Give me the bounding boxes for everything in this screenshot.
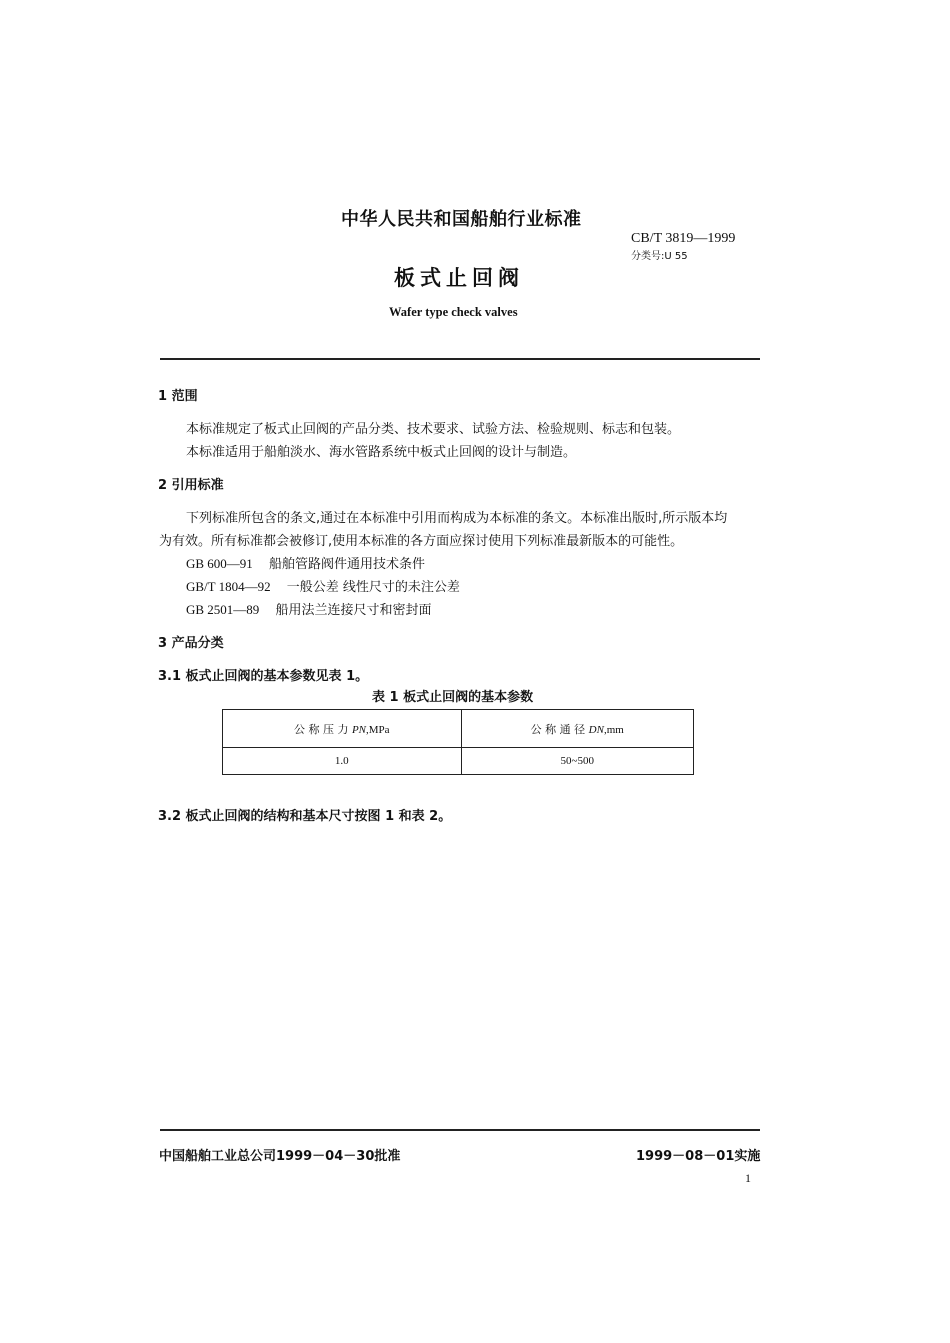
basic-parameters-table — [222, 709, 694, 775]
nominal-diameter-value: 50~500 — [461, 748, 694, 775]
header-nominal-diameter: 公 称 通 径 DN,mm — [461, 710, 694, 748]
section-1-heading: 1 范围 — [158, 389, 198, 404]
standard-number: CB/T 3819—1999 — [631, 231, 736, 246]
title-english: Wafer type check valves — [389, 305, 518, 319]
page-number: 1 — [745, 1171, 751, 1185]
approval-date: 中国船舶工业总公司1999－04－30批准 — [159, 1149, 401, 1164]
section-1-paragraph-1: 本标准规定了板式止回阀的产品分类、技术要求、试验方法、检验规则、标志和包装。 — [186, 422, 681, 437]
issuing-authority: 中华人民共和国船舶行业标准 — [341, 209, 582, 230]
title-chinese: 板式止回阀 — [394, 266, 524, 290]
section-2-paragraph-line-2: 为有效。所有标准都会被修订,使用本标准的各方面应探讨使用下列标准最新版本的可能性。 — [159, 534, 684, 549]
reference-code: GB 600—91 — [186, 556, 253, 571]
reference-entry — [186, 576, 460, 595]
reference-entry — [186, 553, 425, 572]
header-nominal-pressure: 公 称 压 力 PN,MPa — [223, 710, 462, 748]
section-1-paragraph-2: 本标准适用于船舶淡水、海水管路系统中板式止回阀的设计与制造。 — [186, 445, 577, 460]
reference-entry — [186, 599, 431, 618]
classification-number: 分类号:U 55 — [631, 251, 688, 262]
reference-code: GB 2501—89 — [186, 602, 260, 617]
reference-title: 船舶管路阀件通用技术条件 — [268, 557, 425, 572]
reference-code: GB/T 1804—92 — [186, 579, 271, 594]
footer-divider — [160, 1129, 760, 1131]
table-header-row — [223, 710, 694, 748]
reference-title: 船用法兰连接尺寸和密封面 — [275, 603, 432, 618]
section-2-heading: 2 引用标准 — [158, 478, 224, 493]
nominal-pressure-value: 1.0 — [223, 748, 462, 775]
header-divider — [160, 358, 760, 360]
table-row — [223, 748, 694, 775]
reference-title: 一般公差 线性尺寸的未注公差 — [286, 580, 460, 595]
table-1-caption: 表 1 板式止回阀的基本参数 — [372, 690, 534, 705]
effective-date: 1999－08－01实施 — [636, 1149, 761, 1164]
clause-3-1: 3.1 板式止回阀的基本参数见表 1。 — [158, 669, 369, 684]
section-2-paragraph-line-1: 下列标准所包含的条文,通过在本标准中引用而构成为本标准的条文。本标准出版时,所示版本均 — [186, 511, 728, 526]
section-3-heading: 3 产品分类 — [158, 636, 224, 651]
clause-3-2: 3.2 板式止回阀的结构和基本尺寸按图 1 和表 2。 — [158, 809, 452, 824]
